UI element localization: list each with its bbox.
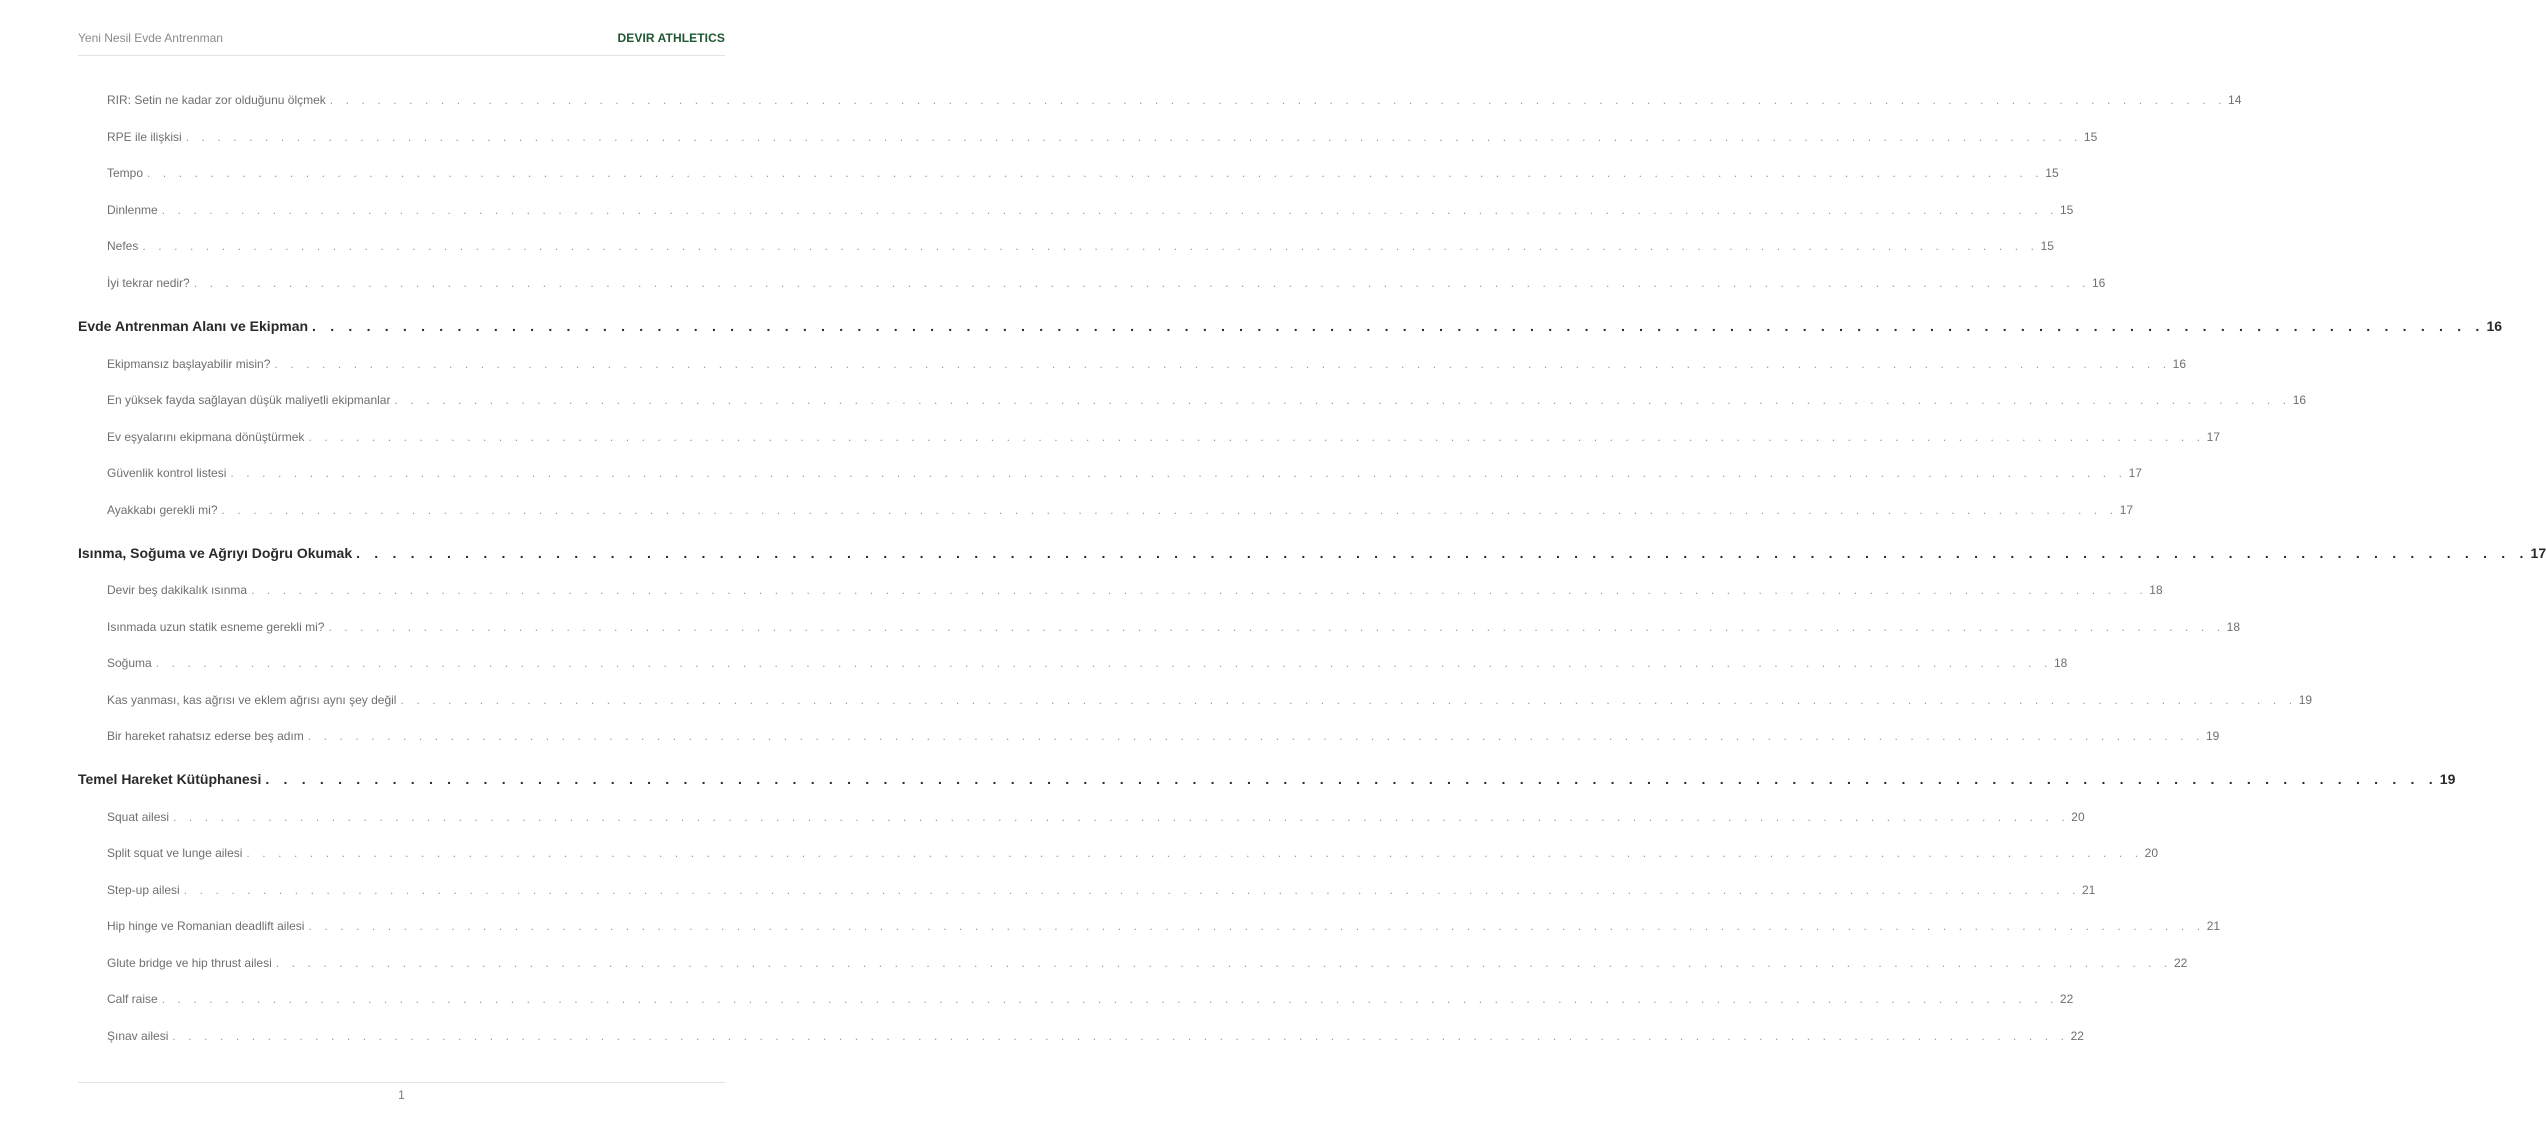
toc-dot-leader: . . . . . . . . . . . . . . . . . . . . . . . . . . . . . . . . . . . . . . . . . . . . . . . . . . . . . . . . . . . . . . . . . . . . . . . . . . . . . . . . . . . . . . . . . . . . . . . . . . . . . . . . . . . . . . . . . . . . . . . . [173,810,2070,824]
toc-dot-leader: . . . . . . . . . . . . . . . . . . . . . . . . . . . . . . . . . . . . . . . . . . . . . . . . . . . . . . . . . . . . . . . . . . . . . . . . . . . . . . . . . . . . . . . . . . . . . . . . . . . . . . . . . . . . . . . . . . . . . . . . [183,883,2080,897]
toc-page-number: 22 [2174,956,2188,970]
toc-page-number: 15 [2059,203,2074,217]
toc-dot-leader: . . . . . . . . . . . . . . . . . . . . . . . . . . . . . . . . . . . . . . . . . . . . . . . . . . . . . . . . . . . . . . . . . . . . . . . . . . . . . . . . . . . . . . . . . . . . . . . . . . . . . . . . . . . . . . . . . . . . . . . . [307,729,2204,743]
toc-section-entry[interactable] [78,542,2546,564]
toc-entry-label: Ev eşyalarını ekipmana dönüştürmek [107,430,305,444]
toc-section-entry[interactable] [78,315,2503,337]
toc-page-number: 20 [2071,810,2085,824]
toc-entry[interactable] [78,500,2134,520]
toc-page-number: 19 [2206,729,2220,743]
toc-entry[interactable] [78,200,2074,220]
toc-page-number: 22 [2070,1029,2084,1043]
toc-entry-label: Nefes [107,239,139,253]
toc-entry-label: Devir beş dakikalık ısınma [107,583,248,597]
toc-entry-label: Step-up ailesi [107,883,180,897]
toc-dot-leader: . . . . . . . . . . . . . . . . . . . . . . . . . . . . . . . . . . . . . . . . . . . . . . . . . . . . . . . . . . . . . . . . . . . . . . . . . . . . . . . . . . . . . . . . . . . . . . . . . . . . . . . . . . . . . . . . . . . . . . . . [329,93,2227,107]
toc-entry[interactable] [78,690,2313,710]
toc-page-number: 16 [2292,393,2307,407]
toc-entry[interactable] [78,916,2221,936]
toc-dot-leader: . . . . . . . . . . . . . . . . . . . . . . . . . . . . . . . . . . . . . . . . . . . . . . . . . . . . . . . . . . . . . . . . . . . . . . . . . . . . . . . . . . . . . . . . . . . . . . . . . . . . . . . . . . . . . . . . . . . . . . . . [230,466,2127,480]
toc-entry[interactable] [78,273,2106,293]
toc-page-number: 15 [2083,130,2098,144]
toc-entry-label: Isınmada uzun statik esneme gerekli mi? [107,620,325,634]
toc-page-number: 16 [2172,357,2186,371]
toc-page-number: 15 [2040,239,2054,253]
toc-entry-label: İyi tekrar nedir? [107,276,190,290]
toc-entry[interactable] [78,427,2221,447]
toc-dot-leader: . . . . . . . . . . . . . . . . . . . . . . . . . . . . . . . . . . . . . . . . . . . . . . . . . . . . . . . . . . . . . . . . . . . . . . . . . . . . . . . . . . . . . . . . . . . . . . . . . . . . . . . . . . . . . . . . . . . . . . . . [147,166,2044,180]
toc-entry-label: RIR: Setin ne kadar zor olduğunu ölçmek [107,93,326,107]
toc-entry-label: Dinlenme [107,203,158,217]
toc-section-entry[interactable] [78,768,2456,790]
toc-entry-label: Şınav ailesi [107,1029,169,1043]
document-title: Yeni Nesil Evde Antrenman [78,31,223,45]
toc-entry[interactable] [78,843,2159,863]
toc-page-number: 17 [2206,430,2221,444]
toc-entry[interactable] [78,354,2186,374]
toc-dot-leader: . . . . . . . . . . . . . . . . . . . . . . . . . . . . . . . . . . . . . . . . . . . . . . . . . . . . . . . . . . . . . . . . . . . . . . . . . . . . . . . . . . . . . . . . . . . . . . . . . . . . . . . . . . . . . . . . . . . . . . . . [308,430,2205,444]
toc-entry-label: Calf raise [107,992,158,1006]
toc-entry-label: Tempo [107,166,144,180]
toc-entry[interactable] [78,989,2074,1009]
toc-page-number: 21 [2206,919,2221,933]
toc-dot-leader: . . . . . . . . . . . . . . . . . . . . . . . . . . . . . . . . . . . . . . . . . . . . . . . . . . . . . . . . . . . . . . . . . . . . . . . . . . . . . . . . . . . . . . . . . . . . . . . . . . . . . . . . . . . . . . . . . . . . . . . . [251,583,2148,597]
toc-entry[interactable] [78,127,2098,147]
toc-entry[interactable] [78,463,2142,483]
toc-dot-leader: . . . . . . . . . . . . . . . . . . . . . . . . . . . . . . . . . . . . . . . . . . . . . . . . . . . . . . . . . . . . . . . . . . . . . . . . . . . . . . . . . . . . . . . . . . . . . . . . . . . . . . . . . . . . . . . . . . . . . . . . [275,956,2172,970]
toc-entry-label: Evde Antrenman Alanı ve Ekipman [78,318,309,334]
toc-entry-label: Kas yanması, kas ağrısı ve eklem ağrısı aynı şey değil [107,693,397,707]
toc-entry[interactable] [78,653,2068,673]
toc-dot-leader: . . . . . . . . . . . . . . . . . . . . . . . . . . . . . . . . . . . . . . . . . . . . . . . . . . . . . . . . . . . . . . . . . . . . . . . . . . . . . . . . . . . . . . . . . . . . . . . . . . . . . . . . . . . . . . . . . . . . . . . . [400,693,2297,707]
toc-page-number: 16 [2091,276,2106,290]
toc-page-number: 16 [2486,318,2503,334]
toc-entry[interactable] [78,617,2241,637]
toc-entry-label: RPE ile ilişkisi [107,130,182,144]
toc-entry-label: Isınma, Soğuma ve Ağrıyı Doğru Okumak [78,545,353,561]
toc-entry-label: Squat ailesi [107,810,170,824]
toc-entry[interactable] [78,580,2163,600]
toc-dot-leader: . . . . . . . . . . . . . . . . . . . . . . . . . . . . . . . . . . . . . . . . . . . . . . . . . . . . . . . . . . . . . . . . . . . . . . . . . . . . . . . . . . . . . . . . . . . . . . . . . . . . . . . . . . . . . . . . . . . . . . . . [161,992,2058,1006]
toc-entry[interactable] [78,807,2085,827]
toc-entry[interactable] [78,1026,2084,1046]
toc-page-number: 18 [2149,583,2163,597]
toc-page-number: 21 [2081,883,2096,897]
brand-name: DEVIR ATHLETICS [617,31,725,45]
toc-entry-label: Soğuma [107,656,152,670]
toc-dot-leader: . . . . . . . . . . . . . . . . . . . . . . . . . . . . . . . . . . . . . . . . . . . . . . . . . . . . . . . . . . . . . . . . . . . . . . . . . . . . . . . . . . . . . . . . . . . . . . . . . . . . . . . . . . . . . . . . . . . . . . . . [356,545,2529,561]
toc-dot-leader: . . . . . . . . . . . . . . . . . . . . . . . . . . . . . . . . . . . . . . . . . . . . . . . . . . . . . . . . . . . . . . . . . . . . . . . . . . . . . . . . . . . . . . . . . . . . . . . . . . . . . . . . . . . . . . . . . . . . . . . . [221,503,2118,517]
page-header [78,28,725,56]
toc-dot-leader: . . . . . . . . . . . . . . . . . . . . . . . . . . . . . . . . . . . . . . . . . . . . . . . . . . . . . . . . . . . . . . . . . . . . . . . . . . . . . . . . . . . . . . . . . . . . . . . . . . . . . . . . . . . . . . . . . . . . . . . . [193,276,2090,290]
toc-page-number: 17 [2530,545,2546,561]
toc-entry[interactable] [78,880,2096,900]
toc-dot-leader: . . . . . . . . . . . . . . . . . . . . . . . . . . . . . . . . . . . . . . . . . . . . . . . . . . . . . . . . . . . . . . . . . . . . . . . . . . . . . . . . . . . . . . . . . . . . . . . . . . . . . . . . . . . . . . . . . . . . . . . . [142,239,2039,253]
toc-entry-label: Ekipmansız başlayabilir misin? [107,357,271,371]
toc-page-number: 18 [2226,620,2241,634]
toc-entry-label: En yüksek fayda sağlayan düşük maliyetli ekipmanlar [107,393,391,407]
toc-dot-leader: . . . . . . . . . . . . . . . . . . . . . . . . . . . . . . . . . . . . . . . . . . . . . . . . . . . . . . . . . . . . . . . . . . . . . . . . . . . . . . . . . . . . . . . . . . . . . . . . . . . . . . . . . . . . . . . . . . . . . . . . [394,393,2291,407]
toc-entry-label: Ayakkabı gerekli mi? [107,503,218,517]
toc-entry-label: Split squat ve lunge ailesi [107,846,243,860]
toc-dot-leader: . . . . . . . . . . . . . . . . . . . . . . . . . . . . . . . . . . . . . . . . . . . . . . . . . . . . . . . . . . . . . . . . . . . . . . . . . . . . . . . . . . . . . . . . . . . . . . . . . . . . . . . . . . . . . . . . . . . . . . . . [308,919,2205,933]
toc-entry-label: Glute bridge ve hip thrust ailesi [107,956,272,970]
toc-entry-label: Bir hareket rahatsız ederse beş adım [107,729,304,743]
toc-entry[interactable] [78,163,2059,183]
toc-page-number: 18 [2053,656,2068,670]
toc-page-number: 17 [2128,466,2142,480]
toc-entry-label: Hip hinge ve Romanian deadlift ailesi [107,919,305,933]
toc-entry-label: Temel Hareket Kütüphanesi [78,771,262,787]
toc-dot-leader: . . . . . . . . . . . . . . . . . . . . . . . . . . . . . . . . . . . . . . . . . . . . . . . . . . . . . . . . . . . . . . . . . . . . . . . . . . . . . . . . . . . . . . . . . . . . . . . . . . . . . . . . . . . . . . . . . . . . . . . . [328,620,2225,634]
toc-entry[interactable] [78,726,2220,746]
toc-dot-leader: . . . . . . . . . . . . . . . . . . . . . . . . . . . . . . . . . . . . . . . . . . . . . . . . . . . . . . . . . . . . . . . . . . . . . . . . . . . . . . . . . . . . . . . . . . . . . . . . . . . . . . . . . . . . . . . . . . . . . . . . [246,846,2143,860]
toc-page-number: 19 [2439,771,2456,787]
toc-dot-leader: . . . . . . . . . . . . . . . . . . . . . . . . . . . . . . . . . . . . . . . . . . . . . . . . . . . . . . . . . . . . . . . . . . . . . . . . . . . . . . . . . . . . . . . . . . . . . . . . . . . . . . . . . . . . . . . . . . . . . . . . [312,318,2485,334]
toc-entry[interactable] [78,953,2188,973]
toc-dot-leader: . . . . . . . . . . . . . . . . . . . . . . . . . . . . . . . . . . . . . . . . . . . . . . . . . . . . . . . . . . . . . . . . . . . . . . . . . . . . . . . . . . . . . . . . . . . . . . . . . . . . . . . . . . . . . . . . . . . . . . . . [172,1029,2069,1043]
toc-page-number: 17 [2119,503,2134,517]
toc-dot-leader: . . . . . . . . . . . . . . . . . . . . . . . . . . . . . . . . . . . . . . . . . . . . . . . . . . . . . . . . . . . . . . . . . . . . . . . . . . . . . . . . . . . . . . . . . . . . . . . . . . . . . . . . . . . . . . . . . . . . . . . . [155,656,2052,670]
toc-dot-leader: . . . . . . . . . . . . . . . . . . . . . . . . . . . . . . . . . . . . . . . . . . . . . . . . . . . . . . . . . . . . . . . . . . . . . . . . . . . . . . . . . . . . . . . . . . . . . . . . . . . . . . . . . . . . . . . . . . . . . . . . [185,130,2082,144]
page-number: 1 [398,1088,405,1102]
toc-page-number: 14 [2228,93,2242,107]
toc-dot-leader: . . . . . . . . . . . . . . . . . . . . . . . . . . . . . . . . . . . . . . . . . . . . . . . . . . . . . . . . . . . . . . . . . . . . . . . . . . . . . . . . . . . . . . . . . . . . . . . . . . . . . . . . . . . . . . . . . . . . . . . . [265,771,2438,787]
page-footer [78,1082,725,1103]
toc-page-number: 20 [2144,846,2159,860]
toc-dot-leader: . . . . . . . . . . . . . . . . . . . . . . . . . . . . . . . . . . . . . . . . . . . . . . . . . . . . . . . . . . . . . . . . . . . . . . . . . . . . . . . . . . . . . . . . . . . . . . . . . . . . . . . . . . . . . . . . . . . . . . . . [161,203,2058,217]
toc-page-number: 15 [2045,166,2059,180]
toc-entry[interactable] [78,90,2242,110]
toc-dot-leader: . . . . . . . . . . . . . . . . . . . . . . . . . . . . . . . . . . . . . . . . . . . . . . . . . . . . . . . . . . . . . . . . . . . . . . . . . . . . . . . . . . . . . . . . . . . . . . . . . . . . . . . . . . . . . . . . . . . . . . . . [274,357,2171,371]
toc-page-number: 22 [2059,992,2074,1006]
toc-entry-label: Güvenlik kontrol listesi [107,466,227,480]
toc-entry[interactable] [78,390,2307,410]
toc-entry[interactable] [78,236,2054,256]
toc-page-number: 19 [2298,693,2313,707]
